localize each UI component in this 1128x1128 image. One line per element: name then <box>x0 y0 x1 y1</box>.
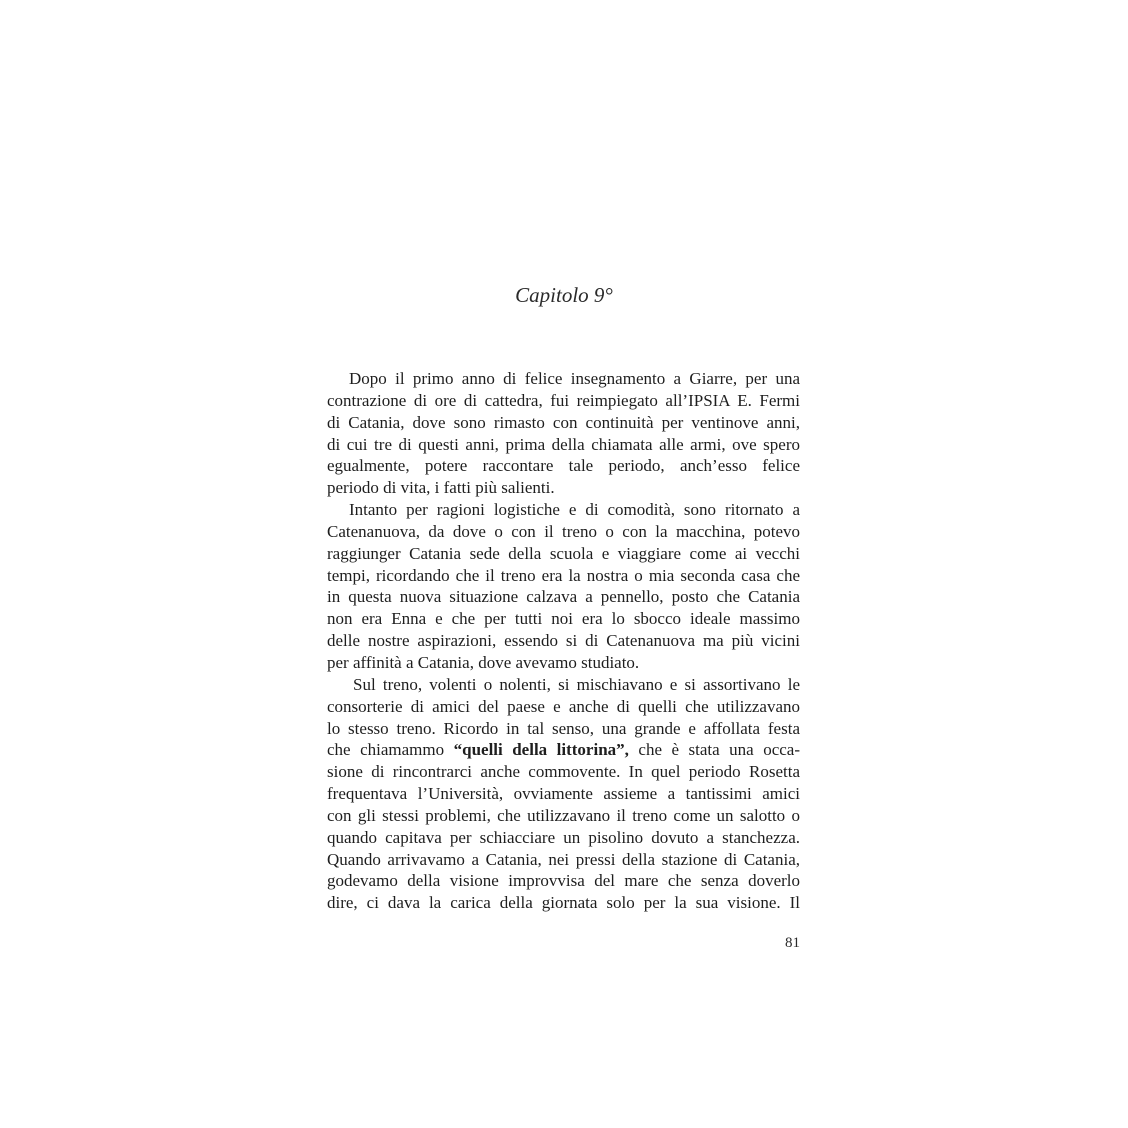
paragraph-2-line: in questa nuova situazione calzava a pennello, posto che Catania <box>327 587 800 607</box>
paragraph-2-line: delle nostre aspirazioni, essendo si di Catenanuova ma più vicini <box>327 631 800 651</box>
paragraph-2-line: non era Enna e che per tutti noi era lo sbocco ideale massimo <box>327 609 800 629</box>
paragraph-2-line: tempi, ricordando che il treno era la nostra o mia seconda casa che <box>327 565 800 585</box>
paragraph-3-line: Quando arrivavamo a Catania, nei pressi della stazione di Catania, <box>327 849 800 869</box>
paragraph-1-line: di Catania, dove sono rimasto con continuità per ventinove anni, <box>327 412 800 432</box>
paragraph-1-line: contrazione di ore di cattedra, fui reimpiegato all’IPSIA E. Fermi <box>327 390 800 410</box>
paragraph-2-line: Catenanuova, da dove o con il treno o con la macchina, potevo <box>327 521 800 541</box>
paragraph-2-line: per affinità a Catania, dove avevamo studiato. <box>327 652 640 672</box>
paragraph-2-line: Intanto per ragioni logistiche e di comodità, sono ritornato a <box>349 500 800 520</box>
paragraph-3-line: sione di rincontrarci anche commovente. In quel periodo Rosetta <box>327 762 800 782</box>
bold-phrase: “quelli della littorina”, <box>453 740 629 760</box>
paragraph-1-line: periodo di vita, i fatti più salienti. <box>327 478 555 498</box>
body-text <box>327 368 800 914</box>
paragraph-1-line: di cui tre di questi anni, prima della chiamata alle armi, ove spero <box>327 434 800 454</box>
paragraph-1-line: Dopo il primo anno di felice insegnamento a Giarre, per una <box>349 369 800 388</box>
paragraph-3-line: con gli stessi problemi, che utilizzavano il treno come un salotto o <box>327 805 800 825</box>
paragraph-3-line: Sul treno, volenti o nolenti, si mischiavano e si assortivano le <box>353 674 800 694</box>
paragraph-3-line: frequentava l’Università, ovviamente assieme a tantissimi amici <box>327 784 800 804</box>
page-number: 81 <box>785 935 800 951</box>
paragraph-3-line: lo stesso treno. Ricordo in tal senso, una grande e affollata festa <box>327 718 800 738</box>
bold-line-prefix: che chiamammo <box>327 740 454 760</box>
chapter-title: Capitolo 9° <box>515 283 613 307</box>
paragraph-3-line: dire, ci dava la carica della giornata solo per la sua visione. Il <box>327 893 800 913</box>
paragraph-3-line: godevamo della visione improvvisa del mare che senza doverlo <box>327 871 800 891</box>
paragraph-3-line-with-bold <box>327 739 800 761</box>
paragraph-1-line: egualmente, potere raccontare tale periodo, anch’esso felice <box>327 456 800 476</box>
paragraph-2-line: raggiunger Catania sede della scuola e viaggiare come ai vecchi <box>327 543 800 563</box>
paragraph-3-line: quando capitava per schiacciare un pisolino dovuto a stanchezza. <box>327 827 800 847</box>
bold-line-suffix: che è stata una occa- <box>628 740 800 760</box>
paragraph-3-line: consorterie di amici del paese e anche di quelli che utilizzavano <box>327 696 800 716</box>
